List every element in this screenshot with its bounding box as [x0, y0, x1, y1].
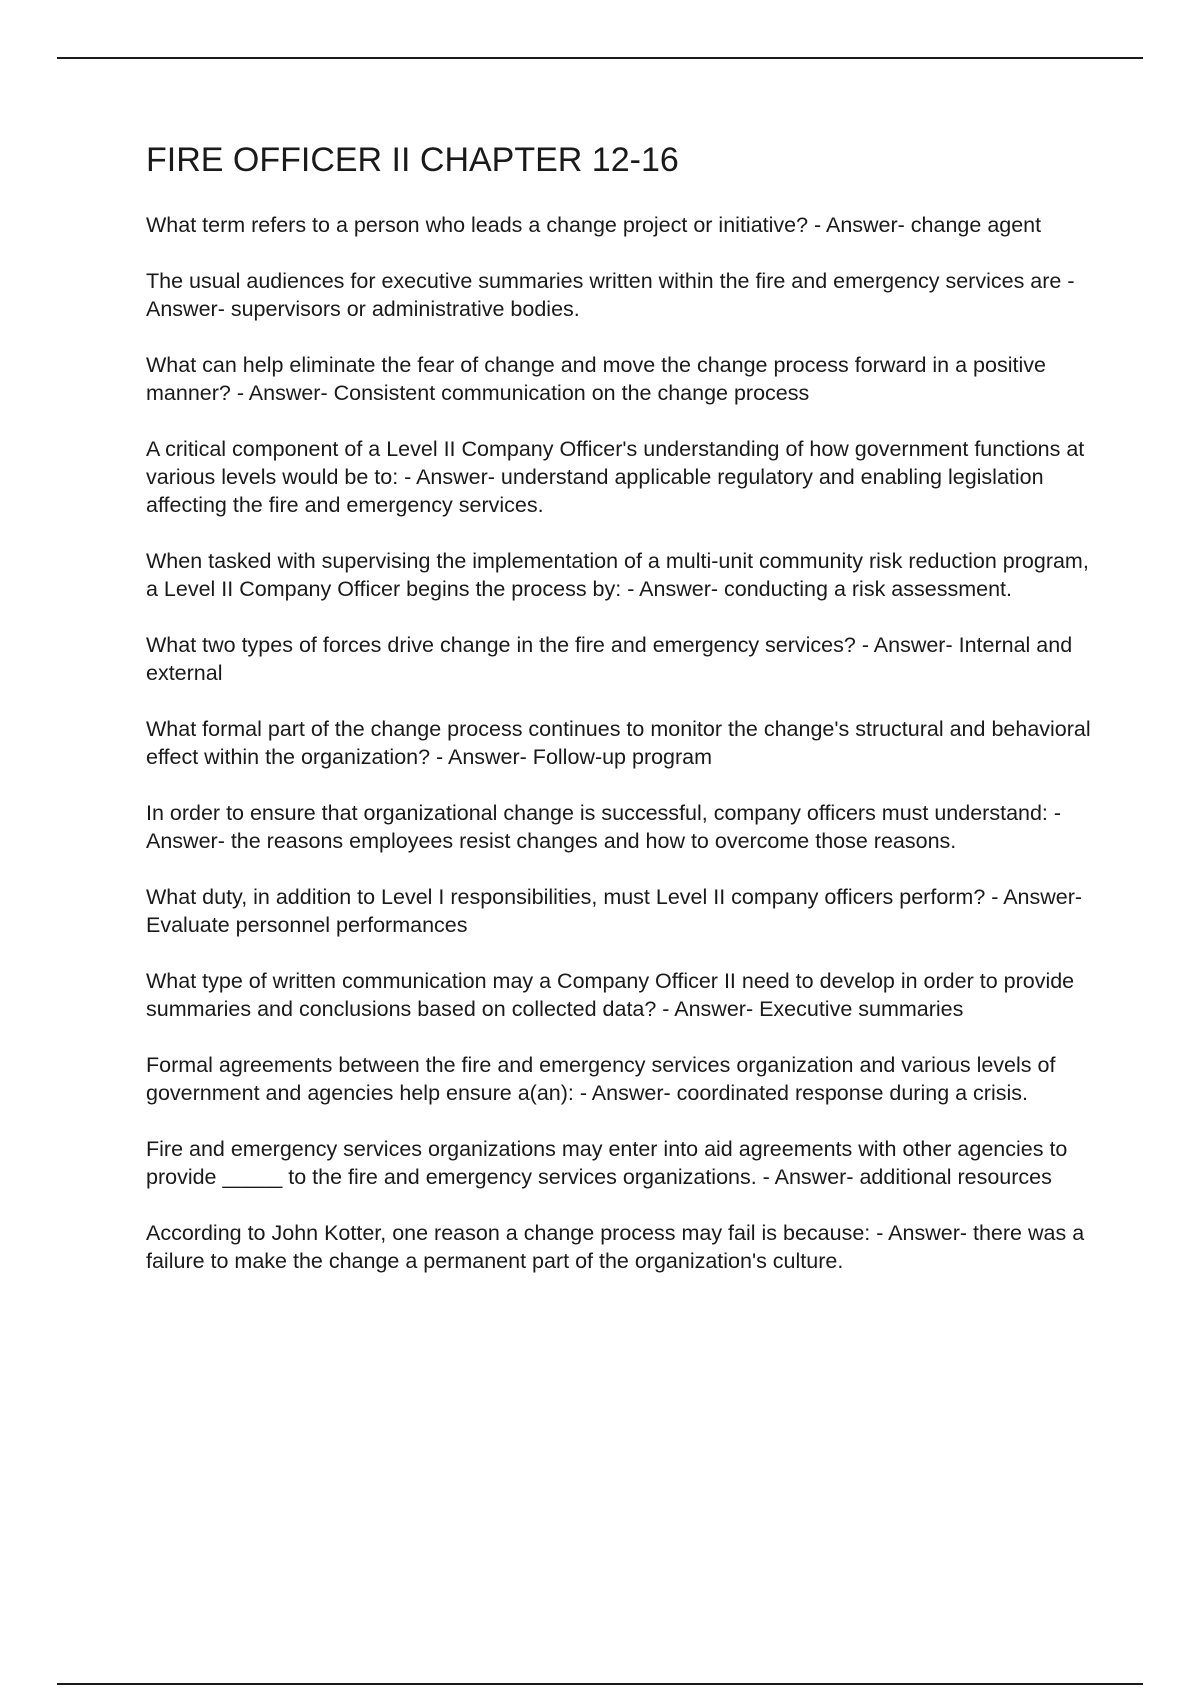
qa-entry: What term refers to a person who leads a change project or initiative? - Answer- change agent	[146, 212, 1042, 237]
qa-entry: What formal part of the change process continues to monitor the change's structural and behavioral effect within the organization? - Answer- Follow-up program	[146, 716, 1091, 769]
qa-entry: What can help eliminate the fear of change and move the change process forward in a positive manner? - Answer- Consistent communication on the change process	[146, 352, 1046, 405]
top-divider	[57, 57, 1143, 59]
qa-entry: What two types of forces drive change in the fire and emergency services? - Answer- Internal and external	[146, 632, 1073, 685]
qa-entry: When tasked with supervising the implementation of a multi-unit community risk reduction program, a Level II Company Officer begins the process by: - Answer- conducting a risk assessment.	[146, 548, 1089, 601]
qa-entry: What type of written communication may a Company Officer II need to develop in order to provide summaries and conclusions based on collected data? - Answer- Executive summaries	[146, 968, 1075, 1021]
qa-entry: In order to ensure that organizational change is successful, company officers must understand: - Answer- the reasons employees resist changes and how to overcome those reasons.	[146, 800, 1062, 853]
qa-entry: Fire and emergency services organizations may enter into aid agreements with other agencies to provide _____ to the fire and emergency services organizations. - Answer- additional resources	[146, 1136, 1068, 1189]
qa-entry: Formal agreements between the fire and emergency services organization and various levels of government and agencies help ensure a(an): - Answer- coordinated response during a crisis.	[146, 1052, 1056, 1105]
qa-entry: A critical component of a Level II Company Officer's understanding of how government functions at various levels would be to: - Answer- understand applicable regulatory and enabling legislation affecting the fire and emergency services.	[146, 436, 1085, 517]
qa-entry: What duty, in addition to Level I responsibilities, must Level II company officers perform? - Answer- Evaluate personnel performances	[146, 884, 1083, 937]
document-body	[146, 140, 1106, 1303]
document-title: FIRE OFFICER II CHAPTER 12-16	[146, 141, 679, 179]
qa-entry: According to John Kotter, one reason a change process may fail is because: - Answer- there was a failure to make the change a permanent part of the organization's culture.	[146, 1220, 1085, 1273]
qa-entry: The usual audiences for executive summaries written within the fire and emergency services are - Answer- supervisors or administrative bodies.	[146, 268, 1075, 321]
bottom-divider	[57, 1683, 1143, 1685]
